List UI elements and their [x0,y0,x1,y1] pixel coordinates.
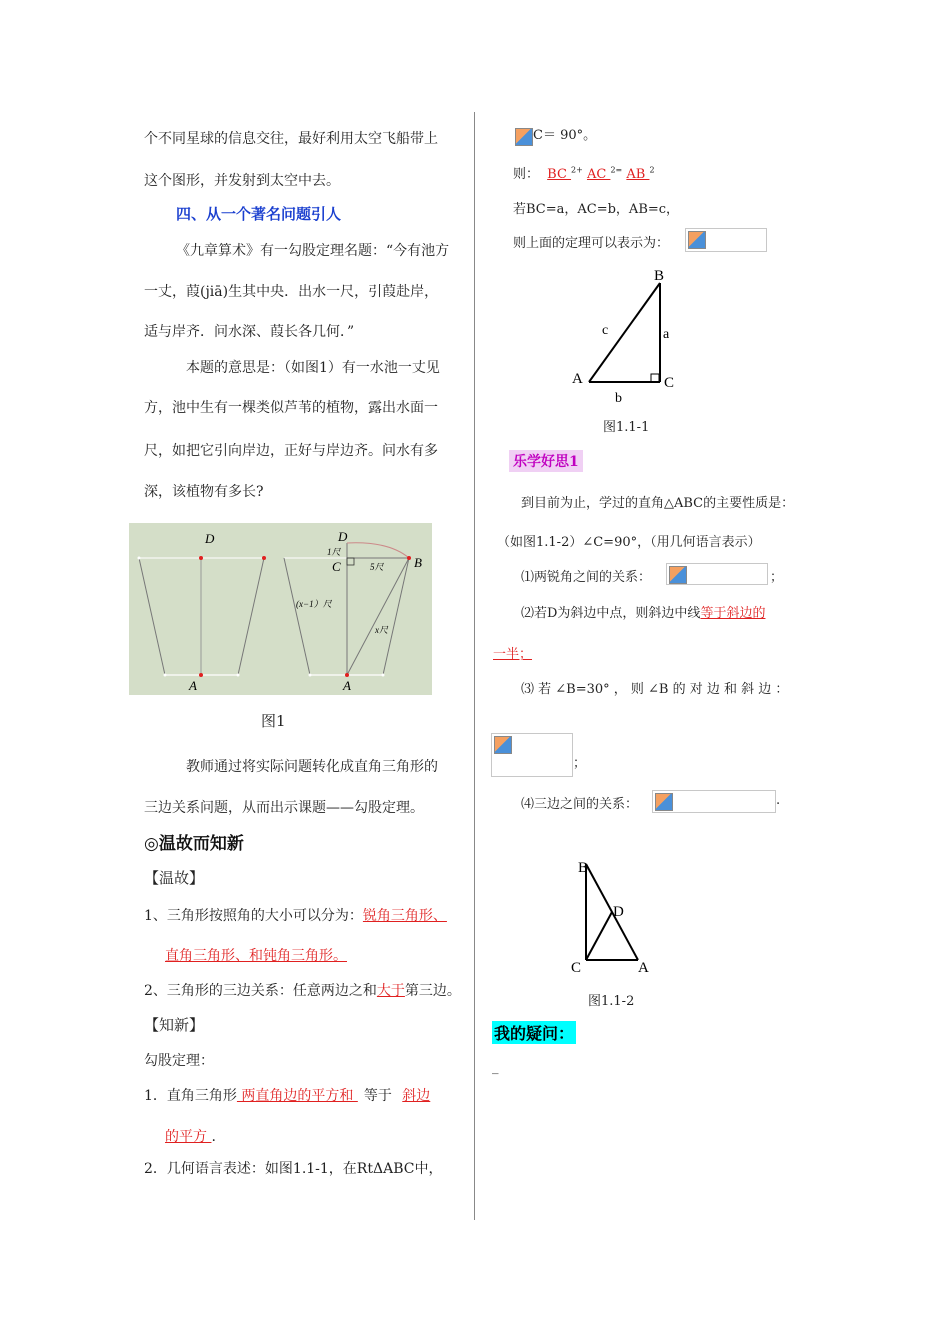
para-line: 2．几何语言表述：如图1.1-1，在RtΔABC中， [144,1161,443,1177]
answer-text: 锐角三角形、 [362,908,447,924]
answer-text: 一半； [493,647,533,662]
answer-text: BC [547,167,572,182]
answer-text: AC [586,167,611,182]
theorem-item-1 [144,1085,430,1105]
formula-image [491,733,573,777]
eq-sup: 2 [649,165,655,175]
tri-label-c: C [664,375,675,391]
fig-label-a: A [189,678,197,693]
tri-label-a: A [572,371,583,387]
tri2-label-d: D [613,904,624,920]
eq-sup: 2+ [571,165,583,175]
triangle-figure-2 [566,852,666,980]
punctuation: . [776,793,781,808]
broken-image-icon [688,231,706,249]
fig-label-d2: D [338,529,348,544]
item-text: 第三边。 [404,983,461,999]
para-line: 本题的意思是：（如图1）有一水池一丈见 [186,360,440,376]
tri2-label-a: A [638,960,649,976]
fig-label-x: x尺 [375,625,388,635]
broken-image-icon [655,793,673,811]
formula-image [666,563,768,585]
para-line: 到目前为止，学过的直角△ABC的主要性质是： [521,496,795,511]
fig-label-b2: B [414,555,422,570]
answer-text: 斜边 [402,1088,431,1104]
blank-line: _ [492,1060,499,1075]
section-badge: 乐学好思1 [509,450,583,472]
broken-image-icon [513,126,531,144]
item-text: 2、三角形的三边关系：任意两边之和 [144,983,377,999]
broken-image-icon [669,566,687,584]
para-line: 若BC=a，AC=b，AB=c， [513,202,680,217]
pond-figure [129,523,432,695]
tri-label-b: B [654,268,665,284]
item-text: 等于 [363,1088,397,1104]
equation-line [513,163,655,182]
section-badge: 我的疑问： [492,1021,576,1044]
punctuation: ； [573,756,587,771]
fig-label-a2: A [343,678,351,693]
answer-text: 大于 [376,983,405,999]
property-1: ⑴两锐角之间的关系： [521,570,652,585]
figure-caption: 图1.1-1 [603,420,650,435]
broken-image-icon [494,736,512,754]
para-line: 勾股定理： [144,1053,214,1069]
para-line: 深，该植物有多长? [144,484,264,500]
para-line: 尺，如把它引向岸边，正好与岸边齐。问水有多 [144,443,438,459]
formula-image [652,790,776,813]
fig-label-1chi: 1尺 [327,547,341,557]
property-2-cont [493,643,532,662]
para-line: 三边关系问题，从而出示课题——勾股定理。 [144,800,424,816]
formula-image [685,228,767,252]
item-text: 1、三角形按照角的大小可以分为： [144,908,363,924]
section-heading: ◎温故而知新 [144,834,244,854]
section-heading: 四、从一个著名问题引人 [176,205,342,223]
answer-text: AB [626,167,650,182]
review-item-1-cont [165,945,347,965]
side-label-c: c [602,323,609,338]
item-text: 1．直角三角形 [144,1088,237,1104]
review-item-1 [144,905,447,925]
answer-text: 两直角边的平方和 [236,1088,358,1104]
para-line: 适与岸齐．问水深、葭长各几何．” [144,324,355,340]
fig-label-xm1: (x−1）尺 [296,599,332,609]
property-2 [521,602,765,621]
para-line: 一丈，葭(jiā)生其中央．出水一尺，引葭赴岸， [144,284,439,300]
review-item-2 [144,980,461,1000]
figure-caption: 图1 [261,712,286,730]
side-label-a: a [663,327,670,342]
eq-label: 则： [513,167,540,182]
fig-label-5chi: 5尺 [370,562,384,572]
answer-text: 的平方 [165,1129,212,1145]
column-divider [474,112,475,1220]
side-label-b: b [615,391,622,404]
answer-text: 等于斜边的 [700,606,766,621]
para-line: （如图1.1-2）∠C=90°，（用几何语言表示） [497,535,761,550]
fig-label-c2: C [332,559,341,574]
subheading: 【温故】 [144,869,205,887]
angle-c-text: C＝ 90°。 [533,128,597,143]
fig-label-d: D [205,531,215,546]
property-4: ⑷三边之间的关系： [521,797,639,812]
para-line: 《九章算术》有一勾股定理名题：“今有池方 [176,243,450,259]
triangle-figure-1 [565,262,685,404]
tri2-label-b: B [578,860,589,876]
answer-text: 直角三角形、和钝角三角形。 [165,948,347,964]
figure-caption: 图1.1-2 [588,994,635,1009]
para-line: 这个图形，并发射到太空中去。 [144,173,340,189]
eq-sup: 2= [610,165,623,175]
theorem-item-1-cont [165,1126,216,1146]
para-line: 方，池中生有一棵类似芦苇的植物，露出水面一 [144,400,438,416]
property-3: ⑶ 若 ∠B=30° ， 则 ∠B 的 对 边 和 斜 边 ： [521,682,789,697]
para-line: 个不同星球的信息交往，最好利用太空飞船带上 [144,131,438,147]
para-line: 教师通过将实际问题转化成直角三角形的 [186,759,438,775]
punctuation: ； [770,570,784,585]
para-line: 则上面的定理可以表示为： [513,236,670,251]
subheading: 【知新】 [144,1016,205,1034]
tri2-label-c: C [571,960,582,976]
item-text: . [211,1129,216,1145]
item-text: ⑵若D为斜边中点，则斜边中线 [521,606,701,621]
